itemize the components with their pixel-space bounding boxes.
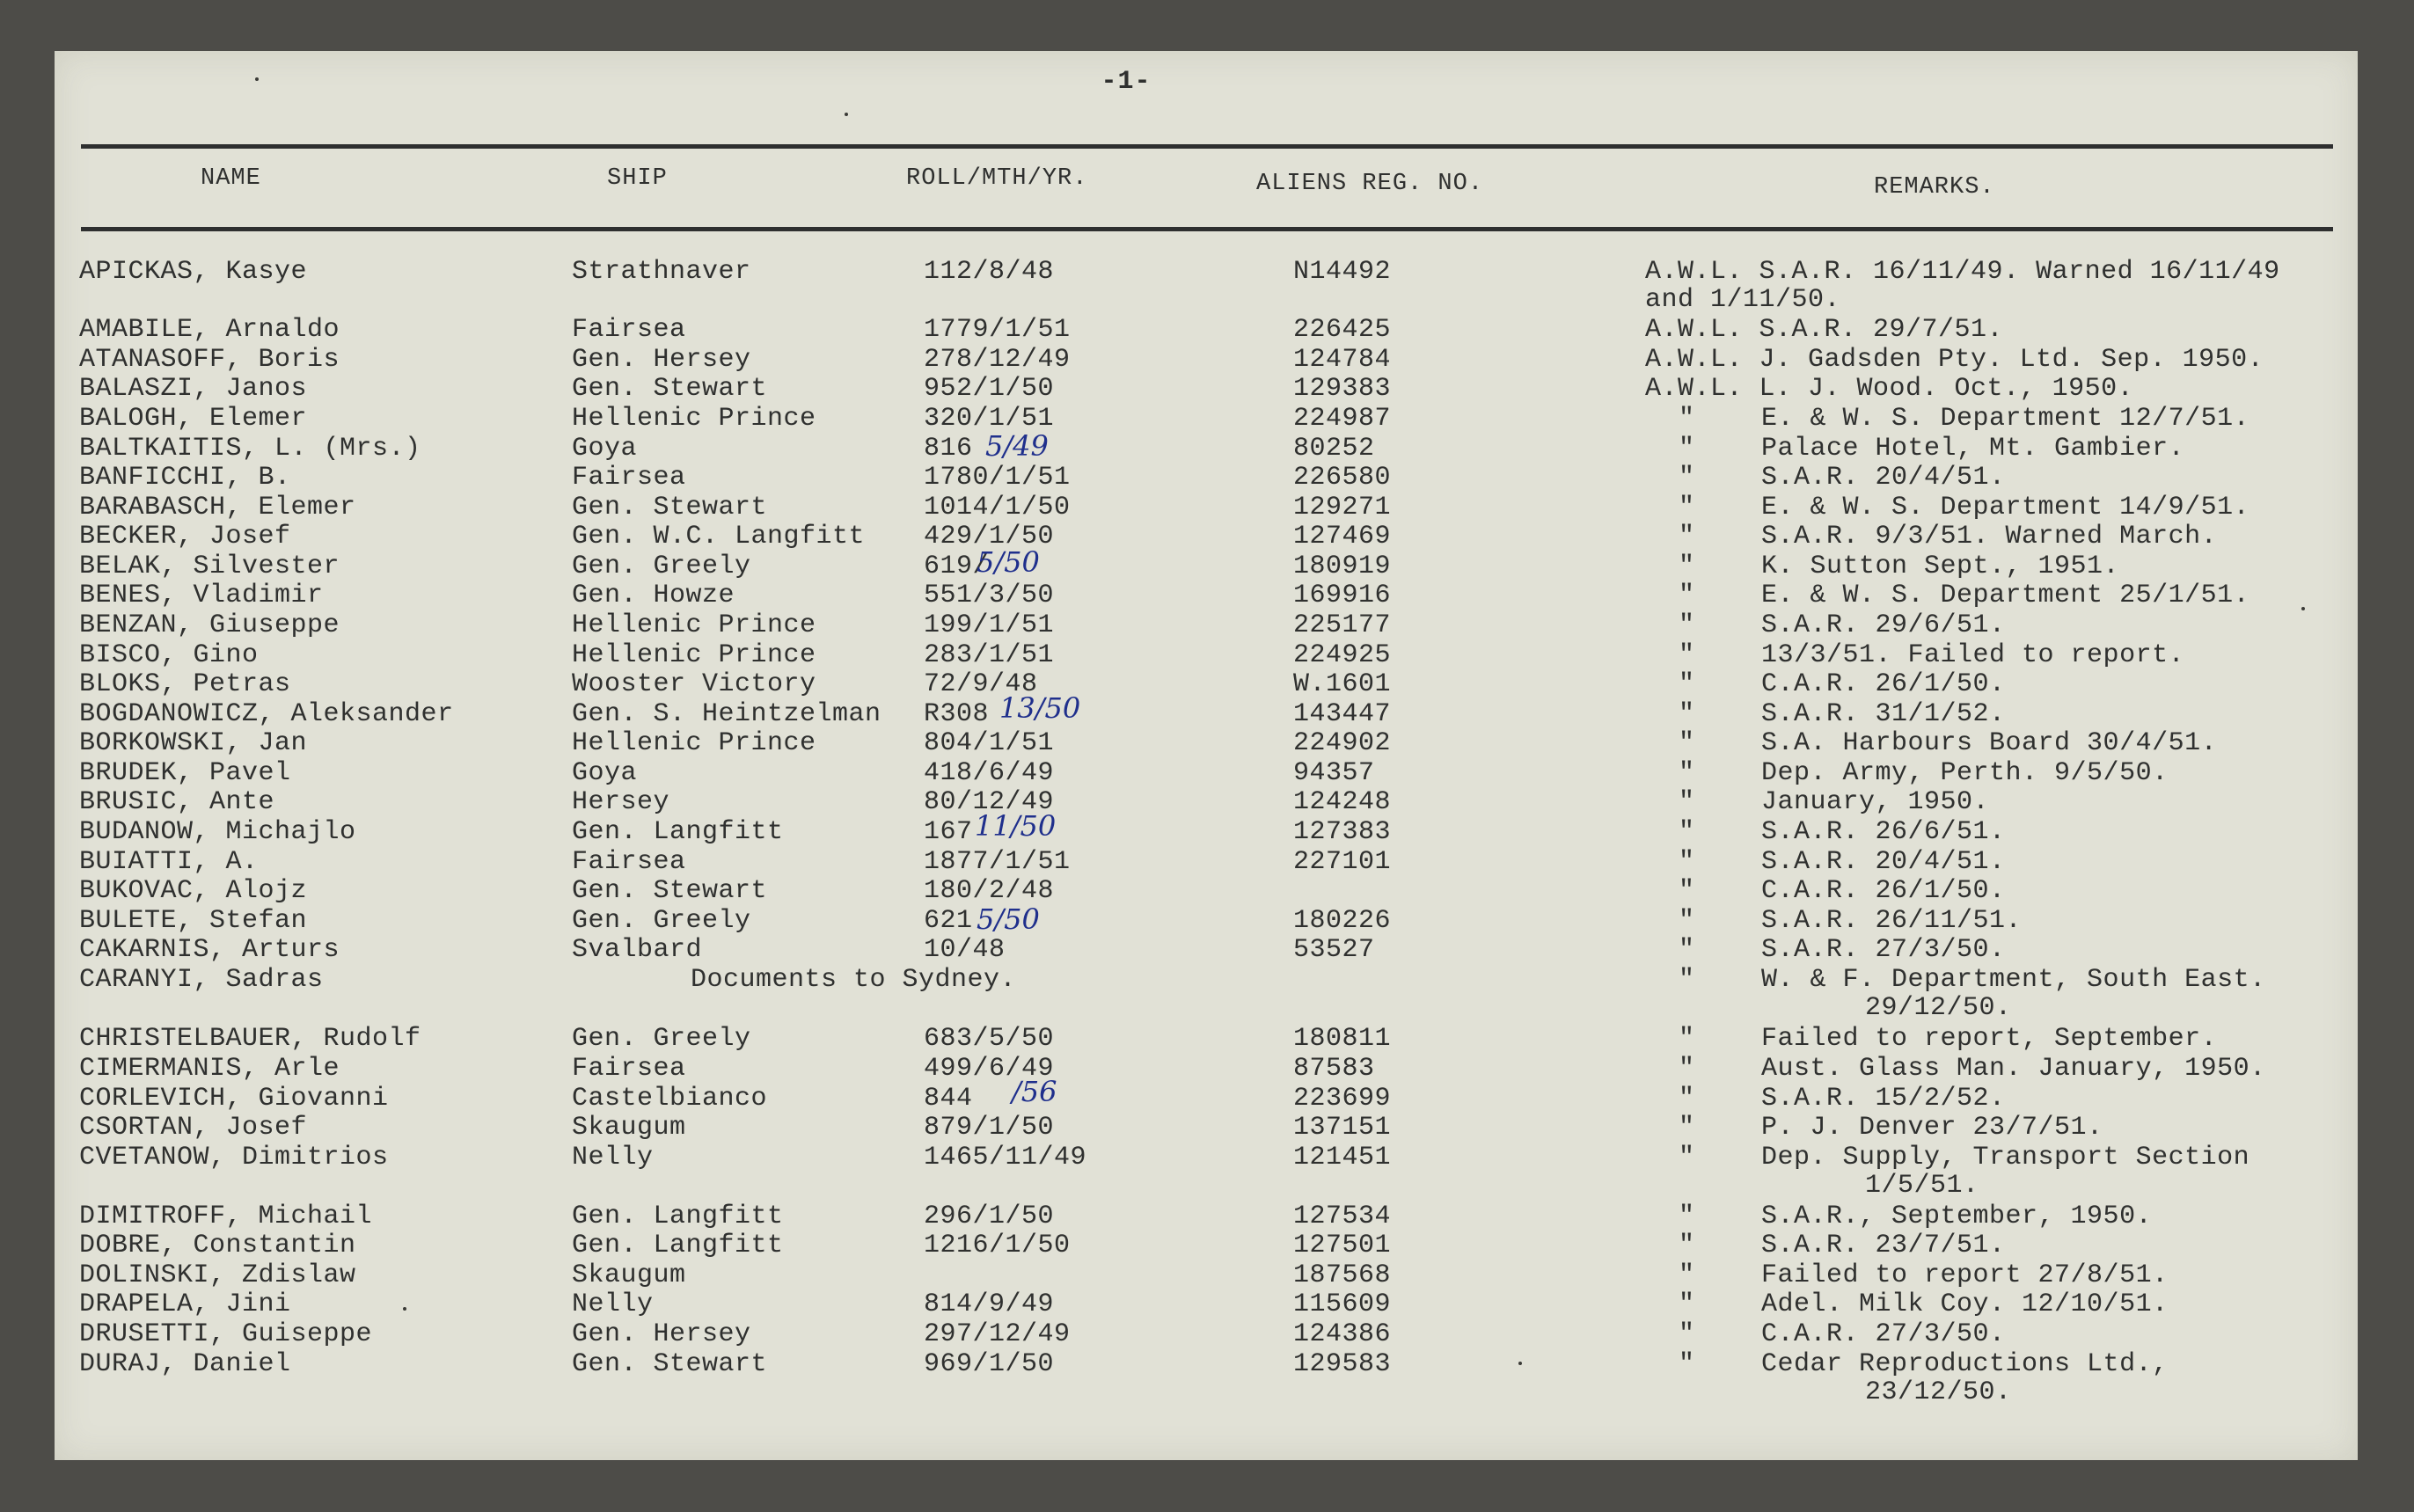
cell-ship: Svalbard: [572, 935, 703, 965]
cell-roll: 879/1/50: [924, 1113, 1055, 1143]
handwritten-baltkaitis: 5/49: [985, 429, 1049, 463]
cell-remarks: A.W.L. J. Gadsden Pty. Ltd. Sep. 1950.: [1645, 345, 2264, 375]
cell-name: BUKOVAC, Alojz: [79, 876, 308, 906]
table-row: [0, 640, 2414, 670]
cell-ditto-mark: ": [1679, 699, 1695, 729]
cell-roll: 418/6/49: [924, 758, 1055, 788]
cell-remarks: S.A. Harbours Board 30/4/51.: [1761, 728, 2218, 758]
table-row: [0, 551, 2414, 581]
cell-roll: 816: [924, 434, 973, 464]
cell-name: CAKARNIS, Arturs: [79, 935, 340, 965]
table-row: [0, 728, 2414, 758]
table-row: [0, 1024, 2414, 1054]
table-row: [0, 758, 2414, 788]
table-row: [0, 434, 2414, 464]
cell-aliens-reg-no: 227101: [1293, 847, 1392, 877]
cell-ditto-mark: ": [1679, 758, 1695, 788]
cell-ditto-mark: ": [1679, 1289, 1695, 1319]
cell-remarks-continued: 29/12/50.: [1865, 993, 2012, 1023]
table-row: [0, 1289, 2414, 1319]
cell-ship: Hellenic Prince: [572, 728, 816, 758]
cell-ditto-mark: ": [1679, 404, 1695, 434]
table-row: [0, 493, 2414, 522]
cell-ship: Gen. W.C. Langfitt: [572, 522, 866, 551]
cell-aliens-reg-no: 225177: [1293, 610, 1392, 640]
cell-remarks: 13/3/51. Failed to report.: [1761, 640, 2185, 670]
table-row: [0, 817, 2414, 847]
table-row: [0, 906, 2414, 936]
table-row: [0, 581, 2414, 610]
table-row: [0, 374, 2414, 404]
cell-ship: Gen. Stewart: [572, 374, 768, 404]
cell-aliens-reg-no: 226425: [1293, 315, 1392, 345]
paper-speck: [2301, 607, 2305, 610]
cell-ship: Gen. Stewart: [572, 493, 768, 522]
table-row: [0, 404, 2414, 434]
cell-remarks: A.W.L. S.A.R. 16/11/49. Warned 16/11/49: [1645, 257, 2280, 287]
cell-name: BULETE, Stefan: [79, 906, 308, 936]
header-name: NAME: [201, 165, 261, 192]
cell-ditto-mark: ": [1679, 463, 1695, 493]
cell-roll: 10/48: [924, 935, 1006, 965]
cell-roll: 551/3/50: [924, 581, 1055, 610]
cell-ship: Gen. Langfitt: [572, 1231, 784, 1260]
cell-ship: Gen. Langfitt: [572, 817, 784, 847]
cell-remarks: S.A.R., September, 1950.: [1761, 1202, 2153, 1231]
cell-name: BRUDEK, Pavel: [79, 758, 291, 788]
cell-remarks: S.A.R. 26/11/51.: [1761, 906, 2023, 936]
cell-ship: Hellenic Prince: [572, 640, 816, 670]
cell-ditto-mark: ": [1679, 817, 1695, 847]
cell-ditto-mark: ": [1679, 1349, 1695, 1379]
header-ship: SHIP: [607, 165, 668, 192]
table-row: [0, 1143, 2414, 1172]
table-row: [0, 257, 2414, 287]
cell-name: DOLINSKI, Zdislaw: [79, 1260, 356, 1290]
cell-roll: 167: [924, 817, 973, 847]
table-row: [0, 847, 2414, 877]
cell-ship: Goya: [572, 434, 638, 464]
cell-name: BENZAN, Giuseppe: [79, 610, 340, 640]
cell-aliens-reg-no: 80252: [1293, 434, 1375, 464]
cell-ditto-mark: ": [1679, 669, 1695, 699]
cell-aliens-reg-no: 223699: [1293, 1084, 1392, 1114]
cell-name: CIMERMANIS, Arle: [79, 1054, 340, 1084]
cell-ship: Hellenic Prince: [572, 610, 816, 640]
cell-roll: 969/1/50: [924, 1349, 1055, 1379]
cell-ditto-mark: ": [1679, 640, 1695, 670]
cell-name: BRUSIC, Ante: [79, 787, 275, 817]
cell-ditto-mark: ": [1679, 935, 1695, 965]
cell-aliens-reg-no: W.1601: [1293, 669, 1392, 699]
cell-name: BARABASCH, Elemer: [79, 493, 356, 522]
cell-aliens-reg-no: 53527: [1293, 935, 1375, 965]
cell-ship: Wooster Victory: [572, 669, 816, 699]
cell-roll: 429/1/50: [924, 522, 1055, 551]
cell-roll: 619/: [924, 551, 990, 581]
cell-aliens-reg-no: 187568: [1293, 1260, 1392, 1290]
table-row: [0, 1231, 2414, 1260]
cell-name: BOGDANOWICZ, Aleksander: [79, 699, 454, 729]
table-row: [0, 669, 2414, 699]
cell-aliens-reg-no: 224925: [1293, 640, 1392, 670]
table-row: [0, 699, 2414, 729]
cell-name: BELAK, Silvester: [79, 551, 340, 581]
paper-speck: [403, 1307, 406, 1311]
cell-ship: Gen. Stewart: [572, 876, 768, 906]
cell-remarks: Palace Hotel, Mt. Gambier.: [1761, 434, 2185, 464]
cell-name: DIMITROFF, Michail: [79, 1202, 373, 1231]
cell-ditto-mark: ": [1679, 965, 1695, 995]
cell-aliens-reg-no: 143447: [1293, 699, 1392, 729]
cell-aliens-reg-no: 129583: [1293, 1349, 1392, 1379]
cell-ditto-mark: ": [1679, 1260, 1695, 1290]
cell-name: BALTKAITIS, L. (Mrs.): [79, 434, 421, 464]
cell-aliens-reg-no: 180811: [1293, 1024, 1392, 1054]
cell-roll: 1877/1/51: [924, 847, 1071, 877]
page-number: -1-: [1101, 67, 1152, 97]
table-row: [0, 787, 2414, 817]
cell-roll: 1780/1/51: [924, 463, 1071, 493]
cell-ditto-mark: ": [1679, 610, 1695, 640]
cell-roll: 296/1/50: [924, 1202, 1055, 1231]
cell-roll: 952/1/50: [924, 374, 1055, 404]
cell-aliens-reg-no: 224902: [1293, 728, 1392, 758]
cell-ship: Gen. Hersey: [572, 1319, 751, 1349]
cell-ditto-mark: ": [1679, 847, 1695, 877]
cell-name: BUIATTI, A.: [79, 847, 259, 877]
cell-aliens-reg-no: 124784: [1293, 345, 1392, 375]
cell-ditto-mark: ": [1679, 522, 1695, 551]
cell-roll: 283/1/51: [924, 640, 1055, 670]
cell-aliens-reg-no: 129383: [1293, 374, 1392, 404]
cell-roll: 320/1/51: [924, 404, 1055, 434]
cell-ship: Hersey: [572, 787, 670, 817]
cell-ditto-mark: ": [1679, 1231, 1695, 1260]
cell-name: BORKOWSKI, Jan: [79, 728, 308, 758]
cell-roll: 80/12/49: [924, 787, 1055, 817]
cell-name: BALASZI, Janos: [79, 374, 308, 404]
cell-ship: Fairsea: [572, 1054, 686, 1084]
cell-ditto-mark: ": [1679, 1202, 1695, 1231]
table-row: [0, 1113, 2414, 1143]
cell-ship: Fairsea: [572, 315, 686, 345]
cell-name: BALOGH, Elemer: [79, 404, 308, 434]
cell-roll: 278/12/49: [924, 345, 1071, 375]
cell-aliens-reg-no: 124248: [1293, 787, 1392, 817]
cell-remarks: Dep. Army, Perth. 9/5/50.: [1761, 758, 2169, 788]
handwritten-corlevich: /56: [1012, 1075, 1057, 1108]
cell-remarks: S.A.R. 23/7/51.: [1761, 1231, 2006, 1260]
cell-ship: Gen. Howze: [572, 581, 735, 610]
cell-roll: 1014/1/50: [924, 493, 1071, 522]
cell-remarks: C.A.R. 26/1/50.: [1761, 876, 2006, 906]
cell-remarks: January, 1950.: [1761, 787, 1990, 817]
cell-aliens-reg-no: 169916: [1293, 581, 1392, 610]
table-row: [0, 965, 2414, 995]
cell-name: APICKAS, Kasye: [79, 257, 308, 287]
cell-roll: 180/2/48: [924, 876, 1055, 906]
cell-aliens-reg-no: 180919: [1293, 551, 1392, 581]
cell-remarks-continued: 1/5/51.: [1865, 1171, 1979, 1201]
header-aliens-reg-no: ALIENS REG. NO.: [1256, 171, 1484, 197]
cell-remarks: S.A.R. 15/2/52.: [1761, 1084, 2006, 1114]
cell-remarks: S.A.R. 27/3/50.: [1761, 935, 2006, 965]
cell-aliens-reg-no: 226580: [1293, 463, 1392, 493]
cell-roll: 621: [924, 906, 973, 936]
cell-roll: 199/1/51: [924, 610, 1055, 640]
cell-name: AMABILE, Arnaldo: [79, 315, 340, 345]
paper-speck: [255, 77, 259, 81]
cell-ditto-mark: ": [1679, 581, 1695, 610]
cell-roll: 814/9/49: [924, 1289, 1055, 1319]
cell-ship: Nelly: [572, 1289, 654, 1319]
cell-remarks: A.W.L. L. J. Wood. Oct., 1950.: [1645, 374, 2134, 404]
cell-aliens-reg-no: 224987: [1293, 404, 1392, 434]
cell-aliens-reg-no: 127501: [1293, 1231, 1392, 1260]
cell-roll: 683/5/50: [924, 1024, 1055, 1054]
cell-roll: 804/1/51: [924, 728, 1055, 758]
cell-ship: Nelly: [572, 1143, 654, 1172]
cell-ship: Goya: [572, 758, 638, 788]
cell-roll: 499/6/49: [924, 1054, 1055, 1084]
cell-aliens-reg-no: 94357: [1293, 758, 1375, 788]
cell-ship: Gen. S. Heintzelman: [572, 699, 881, 729]
cell-ship: Hellenic Prince: [572, 404, 816, 434]
cell-name: BISCO, Gino: [79, 640, 259, 670]
cell-roll: 1216/1/50: [924, 1231, 1071, 1260]
cell-aliens-reg-no: 137151: [1293, 1113, 1392, 1143]
cell-ditto-mark: ": [1679, 906, 1695, 936]
table-row: [0, 610, 2414, 640]
cell-ditto-mark: ": [1679, 1054, 1695, 1084]
cell-roll: 72/9/48: [924, 669, 1038, 699]
cell-name: DRAPELA, Jini: [79, 1289, 291, 1319]
cell-remarks: E. & W. S. Department 12/7/51.: [1761, 404, 2250, 434]
cell-ship: Gen. Langfitt: [572, 1202, 784, 1231]
paper-speck: [845, 113, 848, 116]
cell-ship: Skaugum: [572, 1260, 686, 1290]
cell-name: CHRISTELBAUER, Rudolf: [79, 1024, 421, 1054]
cell-ship: Gen. Hersey: [572, 345, 751, 375]
caranyi-note: Documents to Sydney.: [691, 965, 1017, 995]
table-row: [0, 1260, 2414, 1290]
cell-remarks: P. J. Denver 23/7/51.: [1761, 1113, 2103, 1143]
table-row: [0, 463, 2414, 493]
cell-aliens-reg-no: 127469: [1293, 522, 1392, 551]
cell-ship: Gen. Greely: [572, 1024, 751, 1054]
cell-name: BANFICCHI, B.: [79, 463, 291, 493]
cell-roll: 1465/11/49: [924, 1143, 1087, 1172]
table-row: [0, 1349, 2414, 1379]
cell-remarks: Cedar Reproductions Ltd.,: [1761, 1349, 2169, 1379]
table-row: [0, 522, 2414, 551]
cell-name: BENES, Vladimir: [79, 581, 324, 610]
cell-aliens-reg-no: 127383: [1293, 817, 1392, 847]
cell-remarks: W. & F. Department, South East.: [1761, 965, 2266, 995]
header-roll: ROLL/MTH/YR.: [906, 165, 1088, 192]
cell-name: DRUSETTI, Guiseppe: [79, 1319, 373, 1349]
cell-ship: Gen. Greely: [572, 551, 751, 581]
cell-remarks: Dep. Supply, Transport Section: [1761, 1143, 2250, 1172]
table-row: [0, 315, 2414, 345]
cell-ditto-mark: ": [1679, 1084, 1695, 1114]
cell-remarks: Adel. Milk Coy. 12/10/51.: [1761, 1289, 2169, 1319]
cell-name: CARANYI, Sadras: [79, 965, 324, 995]
cell-roll: 112/8/48: [924, 257, 1055, 287]
cell-remarks: S.A.R. 26/6/51.: [1761, 817, 2006, 847]
paper-speck: [1518, 1362, 1522, 1365]
cell-ditto-mark: ": [1679, 787, 1695, 817]
cell-remarks: A.W.L. S.A.R. 29/7/51.: [1645, 315, 2004, 345]
cell-aliens-reg-no: 124386: [1293, 1319, 1392, 1349]
cell-aliens-reg-no: 121451: [1293, 1143, 1392, 1172]
cell-remarks: C.A.R. 26/1/50.: [1761, 669, 2006, 699]
cell-ship: Gen. Greely: [572, 906, 751, 936]
cell-remarks: K. Sutton Sept., 1951.: [1761, 551, 2120, 581]
cell-ditto-mark: ": [1679, 876, 1695, 906]
cell-name: DOBRE, Constantin: [79, 1231, 356, 1260]
cell-ditto-mark: ": [1679, 1143, 1695, 1172]
cell-ship: Strathnaver: [572, 257, 751, 287]
cell-remarks: Failed to report 27/8/51.: [1761, 1260, 2169, 1290]
cell-aliens-reg-no: 180226: [1293, 906, 1392, 936]
cell-remarks: S.A.R. 29/6/51.: [1761, 610, 2006, 640]
cell-name: BLOKS, Petras: [79, 669, 291, 699]
table-row: [0, 1084, 2414, 1114]
cell-remarks: C.A.R. 27/3/50.: [1761, 1319, 2006, 1349]
cell-remarks: S.A.R. 31/1/52.: [1761, 699, 2006, 729]
cell-remarks-continued: 23/12/50.: [1865, 1377, 2012, 1407]
cell-remarks: E. & W. S. Department 25/1/51.: [1761, 581, 2250, 610]
cell-roll: 297/12/49: [924, 1319, 1071, 1349]
cell-remarks: S.A.R. 9/3/51. Warned March.: [1761, 522, 2218, 551]
cell-remarks: Failed to report, September.: [1761, 1024, 2218, 1054]
table-row: [0, 1054, 2414, 1084]
cell-aliens-reg-no: 87583: [1293, 1054, 1375, 1084]
cell-ship: Gen. Stewart: [572, 1349, 768, 1379]
cell-ship: Fairsea: [572, 463, 686, 493]
cell-ship: Castelbianco: [572, 1084, 768, 1114]
table-row: [0, 1319, 2414, 1349]
handwritten-belak: 5/50: [977, 545, 1040, 579]
cell-name: DURAJ, Daniel: [79, 1349, 291, 1379]
cell-name: CVETANOW, Dimitrios: [79, 1143, 389, 1172]
cell-aliens-reg-no: N14492: [1293, 257, 1392, 287]
cell-ditto-mark: ": [1679, 551, 1695, 581]
cell-name: BUDANOW, Michajlo: [79, 817, 356, 847]
cell-aliens-reg-no: 127534: [1293, 1202, 1392, 1231]
cell-name: ATANASOFF, Boris: [79, 345, 340, 375]
cell-remarks: S.A.R. 20/4/51.: [1761, 847, 2006, 877]
cell-ditto-mark: ": [1679, 1024, 1695, 1054]
table-row: [0, 1202, 2414, 1231]
cell-ditto-mark: ": [1679, 493, 1695, 522]
cell-ditto-mark: ": [1679, 1113, 1695, 1143]
cell-name: CSORTAN, Josef: [79, 1113, 308, 1143]
header-remarks: REMARKS.: [1874, 174, 1995, 201]
cell-aliens-reg-no: 115609: [1293, 1289, 1392, 1319]
cell-name: BECKER, Josef: [79, 522, 291, 551]
cell-roll: R308: [924, 699, 990, 729]
handwritten-budanow: 11/50: [975, 809, 1057, 843]
cell-remarks: E. & W. S. Department 14/9/51.: [1761, 493, 2250, 522]
table-row: [0, 935, 2414, 965]
cell-ditto-mark: ": [1679, 728, 1695, 758]
cell-ship: Skaugum: [572, 1113, 686, 1143]
cell-ship: Fairsea: [572, 847, 686, 877]
table-row: [0, 345, 2414, 375]
cell-remarks: S.A.R. 20/4/51.: [1761, 463, 2006, 493]
handwritten-bogdanowicz: 13/50: [999, 691, 1081, 725]
cell-remarks: Aust. Glass Man. January, 1950.: [1761, 1054, 2266, 1084]
cell-name: CORLEVICH, Giovanni: [79, 1084, 389, 1114]
cell-roll: 1779/1/51: [924, 315, 1071, 345]
cell-roll: 844: [924, 1084, 973, 1114]
table-row: [0, 876, 2414, 906]
cell-aliens-reg-no: 129271: [1293, 493, 1392, 522]
cell-remarks-continued: and 1/11/50.: [1645, 285, 1841, 315]
cell-ditto-mark: ": [1679, 1319, 1695, 1349]
handwritten-bulete: 5/50: [977, 902, 1040, 936]
cell-ditto-mark: ": [1679, 434, 1695, 464]
